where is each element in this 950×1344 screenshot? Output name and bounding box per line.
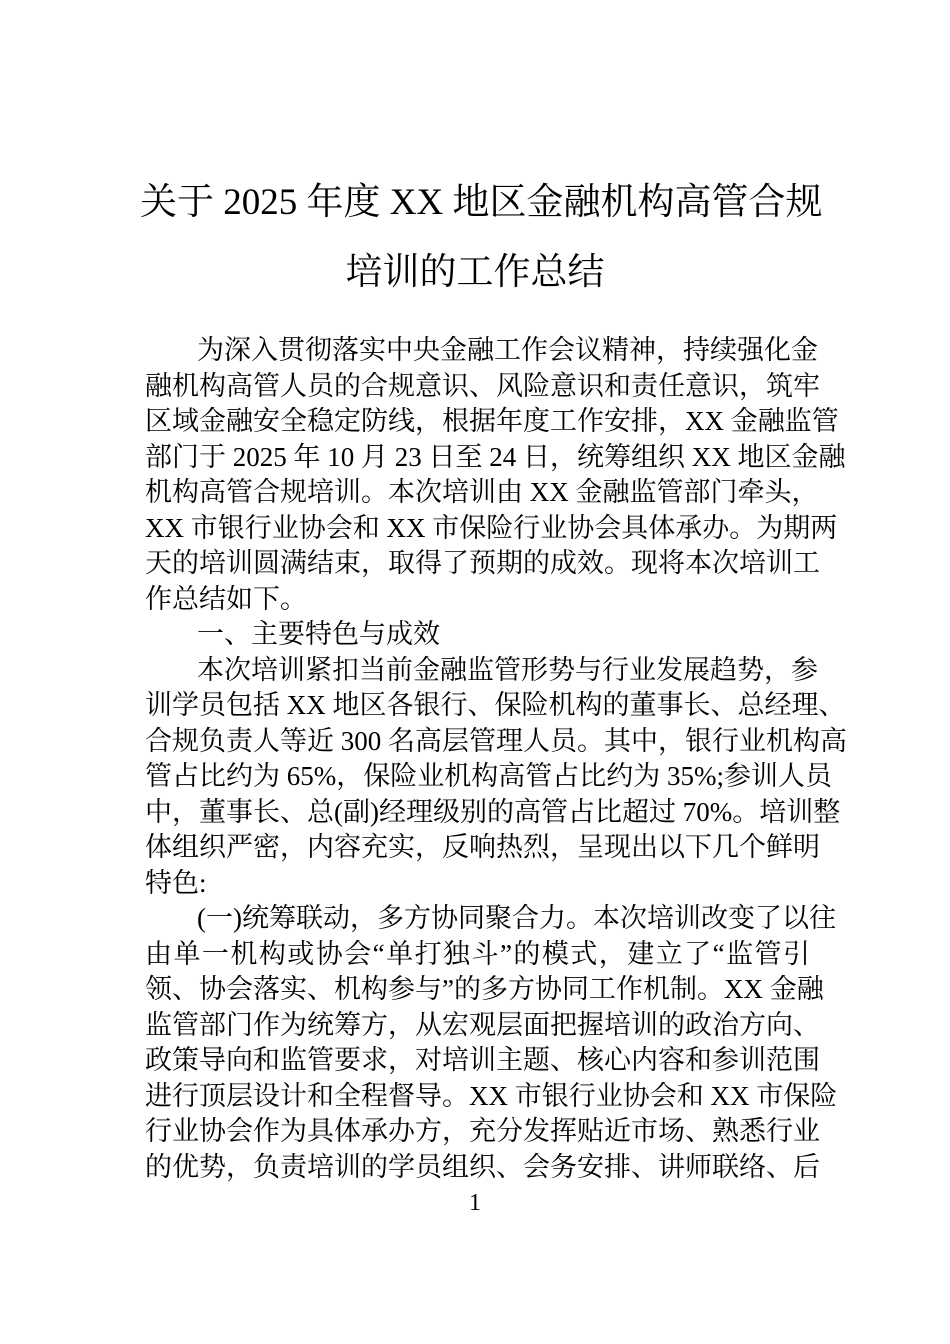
paragraph-line: 合规负责人等近 300 名高层管理人员。其中，银行业机构高 [145, 725, 847, 756]
paragraph-line: (一)统筹联动，多方协同聚合力。本次培训改变了以往 [197, 903, 836, 933]
section-heading: 一、主要特色与成效 [197, 619, 440, 649]
paragraph-line: XX 市银行业协会和 XX 市保险行业协会具体承办。为期两 [145, 512, 838, 543]
document-title [140, 168, 823, 308]
paragraph-line: 监管部门作为统筹方，从宏观层面把握培训的政治方向、 [145, 1009, 820, 1040]
paragraph-line: 的优势，负责培训的学员组织、会务安排、讲师联络、后 [145, 1151, 820, 1182]
paragraph-line: 区域金融安全稳定防线，根据年度工作安排，XX 金融监管 [145, 406, 839, 436]
paragraph-line: 领、协会落实、机构参与”的多方协同工作机制。XX 金融 [145, 974, 824, 1004]
paragraph-line: 训学员包括 XX 地区各银行、保险机构的董事长、总经理、 [145, 690, 846, 720]
paragraph-line: 行业协会作为具体承办方，充分发挥贴近市场、熟悉行业 [145, 1116, 820, 1146]
paragraph-line: 作总结如下。 [145, 583, 307, 614]
paragraph-line: 中，董事长、总(副)经理级别的高管占比超过 70%。培训整 [145, 796, 841, 827]
title-line-2: 培训的工作总结 [345, 252, 605, 293]
paragraph-line: 融机构高管人员的合规意识、风险意识和责任意识，筑牢 [145, 370, 820, 401]
paragraph-line: 为深入贯彻落实中央金融工作会议精神，持续强化金 [197, 335, 818, 365]
paragraph-line: 政策导向和监管要求，对培训主题、核心内容和参训范围 [145, 1045, 820, 1075]
paragraph-line: 部门于 2025 年 10 月 23 日至 24 日，统筹组织 XX 地区金融 [145, 441, 846, 472]
paragraph-line: 本次培训紧扣当前金融监管形势与行业发展趋势，参 [197, 654, 818, 685]
title-line-1: 关于 2025 年度 XX 地区金融机构高管合规 [140, 182, 823, 223]
document-body [145, 333, 847, 1185]
paragraph-line: 机构高管合规培训。本次培训由 XX 金融监管部门牵头， [145, 477, 819, 507]
paragraph-line: 管占比约为 65%，保险业机构高管占比约为 35%;参训人员 [145, 761, 832, 791]
page-number: 1 [469, 1190, 481, 1216]
paragraph-line: 体组织严密，内容充实，反响热烈，呈现出以下几个鲜明 [145, 832, 820, 862]
paragraph-line: 进行顶层设计和全程督导。XX 市银行业协会和 XX 市保险 [145, 1080, 838, 1111]
paragraph-line: 特色: [145, 867, 207, 898]
paragraph-line: 天的培训圆满结束，取得了预期的成效。现将本次培训工 [145, 548, 820, 578]
paragraph-line: 由单一机构或协会“单打独斗”的模式，建立了“监管引 [145, 938, 810, 969]
